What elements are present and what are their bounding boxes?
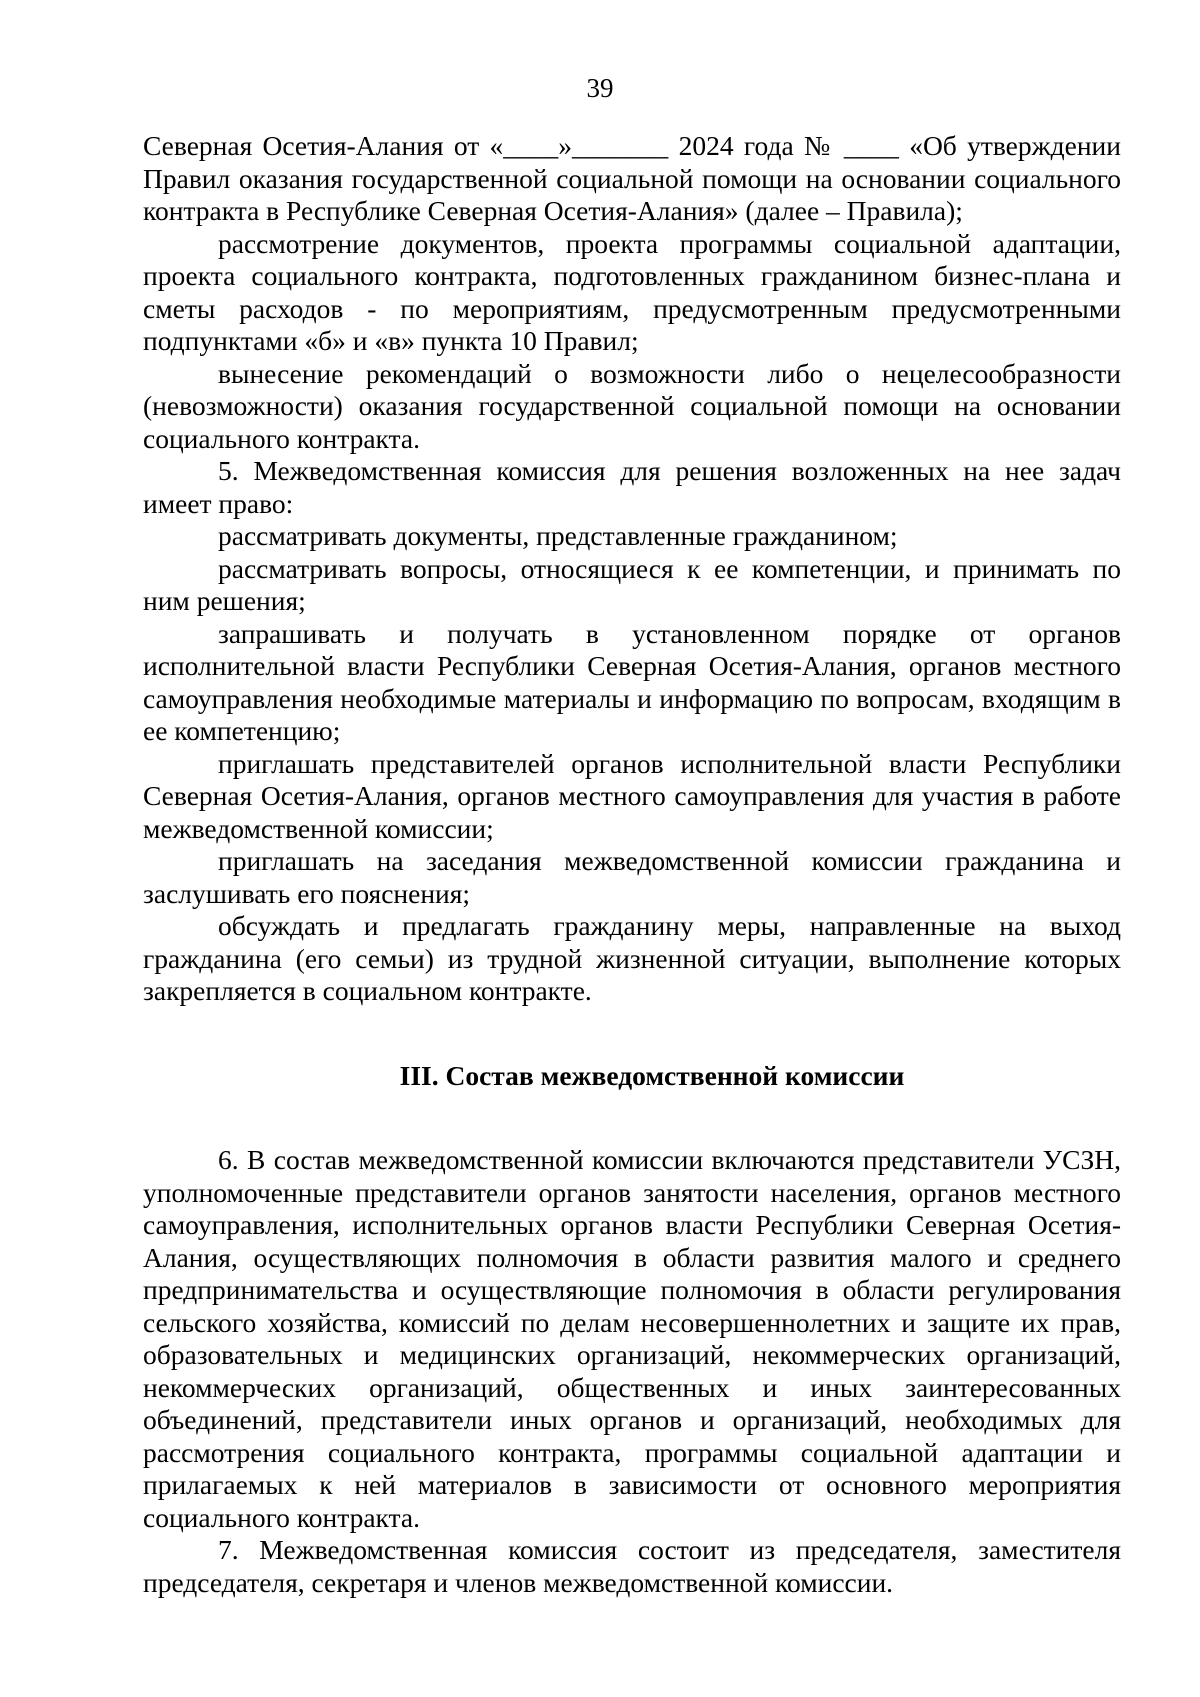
paragraph: 5. Межведомственная комиссия для решения возложенных на нее задач имеет право: bbox=[143, 455, 1121, 519]
paragraph: рассматривать документы, представленные гражданином; bbox=[218, 520, 898, 551]
page-number: 39 bbox=[586, 73, 614, 103]
paragraph: 6. В состав межведомственной комиссии включаются представители УСЗН, уполномоченные представители органов занятости населения, органов местного самоуправления, исполнительных органов власти Республики Северная Осетия-Алания, осуществляющих полномочия в области развития малого и среднего предпринимательства и осуществляющие полномочия в области регулирования сельского хозяйства, комиссий по делам несовершеннолетних и защите их прав, образовательных и медицинских организаций, некоммерческих организаций, некоммерческих организаций, общественных и иных заинтересованных объединений, представители иных органов и организаций, необходимых для рассмотрения социального контракта, программы социальной адаптации и прилагаемых к ней материалов в зависимости от основного мероприятия социального контракта. bbox=[143, 1144, 1121, 1533]
paragraphs-after-heading bbox=[143, 1144, 1121, 1599]
paragraph: запрашивать и получать в установленном порядке от органов исполнительной власти Республики Северная Осетия-Алания, органов местного самоуправления необходимые материалы и информацию по вопросам, входящим в ее компетенцию; bbox=[143, 617, 1121, 746]
document-body bbox=[143, 130, 1121, 1599]
paragraph: Северная Осетия-Алания от «____»_______ 2024 года № ____ «Об утверждении Правил оказания государственной социальной помощи на основании социального контракта в Республике Северная Осетия-Алания» (далее – Правила); bbox=[143, 130, 1121, 226]
paragraph: обсуждать и предлагать гражданину меры, направленные на выход гражданина (его семьи) из трудной жизненной ситуации, выполнение которых закрепляется в социальном контракте. bbox=[143, 910, 1121, 1006]
section-heading: III. Состав межведомственной комиссии bbox=[399, 1059, 905, 1091]
paragraph: приглашать представителей органов исполнительной власти Республики Северная Осетия-Алания, органов местного самоуправления для участия в работе межведомственной комиссии; bbox=[143, 747, 1121, 844]
paragraph: приглашать на заседания межведомственной комиссии гражданина и заслушивать его пояснения; bbox=[143, 845, 1121, 909]
paragraph: вынесение рекомендаций о возможности либо о нецелесообразности (невозможности) оказания государственной социальной помощи на основании социального контракта. bbox=[143, 357, 1121, 454]
paragraph: рассмотрение документов, проекта программы социальной адаптации, проекта социального контракта, подготовленных гражданином бизнес-плана и сметы расходов - по мероприятиям, предусмотренным предусмотренными подпунктами «б» и «в» пункта 10 Правил; bbox=[143, 227, 1121, 356]
paragraph: 7. Межведомственная комиссия состоит из председателя, заместителя председателя, секретаря и членов межведомственной комиссии. bbox=[143, 1534, 1121, 1598]
paragraph: рассматривать вопросы, относящиеся к ее компетенции, и принимать по ним решения; bbox=[143, 552, 1121, 616]
paragraphs-before-heading bbox=[143, 130, 1121, 1008]
